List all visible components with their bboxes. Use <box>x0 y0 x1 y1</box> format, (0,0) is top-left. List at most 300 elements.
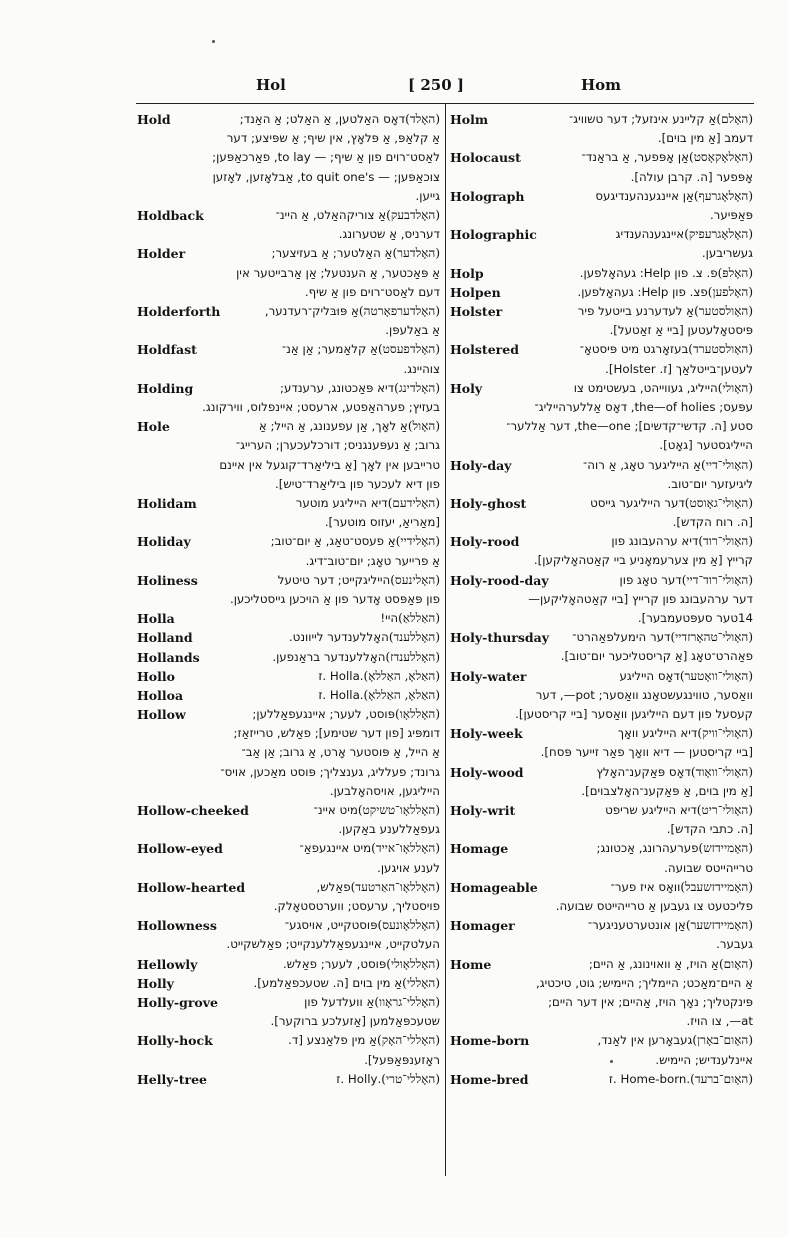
definition-line: פ. צ. פון Help: געהאָלפען. <box>579 265 718 280</box>
pronunciation: (האָולי־וואָוד) <box>690 764 753 779</box>
dictionary-entry <box>137 302 440 340</box>
headword: Holy-wood <box>450 764 524 780</box>
definition-line: .Holly .ז <box>336 1071 382 1086</box>
definition-line: פּינקטליך; נאָך הויז, אַהיים; אין דער היים; <box>548 995 753 1009</box>
dictionary-entry <box>137 974 440 993</box>
definition-line: גייען. <box>415 188 440 203</box>
entry-head-line <box>137 244 440 263</box>
pronunciation: (האָולי־רוד) <box>698 534 753 549</box>
headword: Holy-water <box>450 668 527 684</box>
entry-head-line <box>137 340 440 359</box>
headword: Homage <box>450 841 509 857</box>
right-column <box>450 110 753 1089</box>
pronunciation: (האָלידעם) <box>387 495 440 510</box>
pronunciation: (האָמיידזשעבל) <box>680 879 753 894</box>
definition-line: פאַהרט־טאָג [אַ קריסטליכער יום־טוב]. <box>560 649 753 664</box>
entry-head-line <box>450 1031 753 1050</box>
headword: Holm <box>450 112 489 127</box>
dictionary-entry <box>450 494 753 532</box>
definition-line: פּוסטקייט, אויסגע־ <box>284 918 378 933</box>
definition-line: הייליגען, אויסהאָלבען. <box>329 783 440 798</box>
definition-line: טרייבען אין לאָך [אַ ביליאַרד־קוגעל אין איינם <box>219 457 440 472</box>
dictionary-entry <box>137 686 440 705</box>
definition-line: הייליגקייט; דער טיטעל <box>277 572 391 587</box>
entry-head-line <box>137 609 440 628</box>
dictionary-entry <box>137 110 440 206</box>
entry-head-line <box>450 955 753 974</box>
definition-line: געפאַללענע באַקען. <box>338 822 440 837</box>
definition-line: אַ לעדערנע בייטעל פיר <box>577 303 695 318</box>
definition-line: דיא ערהעבונג פון <box>611 534 699 549</box>
entry-head-line <box>137 648 440 667</box>
headword: Hollow-hearted <box>137 879 246 895</box>
pronunciation: (האָללאָו־טשיקט) <box>357 803 440 818</box>
pronunciation: (האָלידיי) <box>395 534 440 549</box>
pronunciation: (האָולי־רוד־דיי) <box>681 572 753 587</box>
pronunciation: (האָלדער) <box>392 246 440 261</box>
dictionary-entry <box>450 187 753 225</box>
pronunciation: (האָלפען) <box>707 284 753 299</box>
definition-line: דיא פּאַכטונג, ערענדע; <box>280 380 395 395</box>
pronunciation: (האָללי־גראָוו) <box>374 995 440 1009</box>
dictionary-entry <box>137 993 440 1031</box>
pronunciation: (האָלינעס) <box>390 572 440 587</box>
dictionary-entry <box>450 1070 753 1089</box>
pronunciation: (האָמיידזשער) <box>685 918 753 933</box>
entry-head-line <box>450 302 753 321</box>
headword: Hole <box>137 419 170 435</box>
definition-line: אַ פרייער טאָג; יום־טוב־דיג. <box>305 553 440 568</box>
definition-line: צוהיינג. <box>403 361 440 376</box>
definition-line: היי! <box>380 611 399 626</box>
entry-head-line <box>450 801 753 820</box>
headword: Holiness <box>137 572 198 588</box>
pronunciation: (האָללי) <box>402 975 440 990</box>
dictionary-entry <box>137 916 440 954</box>
headword: Helly-tree <box>137 1071 207 1087</box>
definition-line: פון פּאַפּסט אָדער פון אַ הויכען גייסטליכען. <box>229 591 440 606</box>
headword: Hollowness <box>137 918 217 934</box>
dictionary-entry <box>137 955 440 974</box>
pronunciation: (האָום־ברעד) <box>690 1071 753 1086</box>
entry-head-line <box>137 1070 440 1089</box>
headword: Holla <box>137 611 175 627</box>
dictionary-entry <box>137 206 440 244</box>
dictionary-entry <box>450 571 753 629</box>
headword: Holdback <box>137 208 204 223</box>
definition-line: [ה. כתבי הקדש]. <box>666 822 753 837</box>
dictionary-entry <box>450 148 753 186</box>
entry-head-line <box>450 571 753 590</box>
headword: Holy-rood-day <box>450 572 549 588</box>
pronunciation: (האָללענד) <box>388 630 440 645</box>
dictionary-entry <box>450 724 753 762</box>
headword: Holy <box>450 380 483 396</box>
entry-head-line <box>137 993 440 1012</box>
entry-head-line <box>137 916 440 935</box>
pronunciation: (האָללאָו־האַרטעד) <box>350 879 440 894</box>
pronunciation: (האָלפּ) <box>717 265 753 280</box>
headword: Holy-thursday <box>450 630 550 646</box>
headword: Holp <box>450 265 484 281</box>
definition-line: איינלענדיש; היימיש. <box>655 1052 753 1067</box>
pronunciation: (האָללי־טרי) <box>381 1071 440 1086</box>
pronunciation: (האַלאָ, האַללאָ) <box>363 687 440 702</box>
headword: Holder <box>137 246 186 262</box>
pronunciation: (האָלדבעק) <box>386 208 440 222</box>
pronunciation: (האָלד) <box>405 112 440 126</box>
pronunciation: (האָום־באָרן) <box>692 1033 753 1048</box>
definition-line: פּאַפּיער. <box>709 207 753 222</box>
definition-line: אַ באַלעפּן. <box>385 323 440 338</box>
definition-line: קרייץ [אַ מין צערעמאָניע ביי קאַטהאָליקען]. <box>533 553 753 568</box>
entry-head-line <box>450 110 753 129</box>
dictionary-entry <box>450 667 753 725</box>
headword: Holographic <box>450 227 537 243</box>
headword: Holdfast <box>137 342 197 358</box>
headword: Holidam <box>137 495 197 511</box>
pronunciation: (האָללאָולי) <box>386 956 440 971</box>
definition-line: געבער. <box>716 937 753 952</box>
dictionary-entry <box>137 628 440 647</box>
definition-line: דאָס האַלטען, אַ האַלט; אַ האַנד; <box>239 112 406 126</box>
pronunciation: (האָללאָו) <box>395 707 440 722</box>
definition-line: אַ פּוּבּליק־רעדנער, <box>264 303 359 318</box>
definition-line: הייליגסטער [גאָט]. <box>659 438 753 453</box>
headword: Hold <box>137 112 171 127</box>
pronunciation: (האָולי) <box>717 380 753 395</box>
definition-line: דער הימעלפאַהרט־ <box>572 630 671 645</box>
definition-line: אַ מין בוים [ה. שטעכפאַלמע]. <box>253 975 403 990</box>
definition-line: דיא הייליגע שריפט <box>605 803 697 818</box>
definition-line: פּוסט, לעער; פאַלש. <box>282 956 387 971</box>
pronunciation: (האָול) <box>407 419 440 434</box>
definition-line: אַ קלאַמער; אַן אַנ־ <box>281 342 378 357</box>
headword: Holograph <box>450 188 525 204</box>
entry-head-line <box>450 379 753 398</box>
definition-line: אַ קליינע אינזעל; דער טשוויג־ <box>568 112 717 126</box>
entry-head-line <box>137 839 440 858</box>
dictionary-entry <box>450 225 753 263</box>
entry-head-line <box>137 628 440 647</box>
headword: Home <box>450 956 492 972</box>
pronunciation: (האָום) <box>718 956 753 971</box>
pronunciation: (האַלאָ, האַללאָ) <box>363 668 440 683</box>
entry-head-line <box>450 283 753 302</box>
definition-line: אַ היים־מאַכט; היימליך; היימיש; גוט, טיכטיג, <box>536 975 753 990</box>
column-divider <box>445 104 446 1176</box>
definition-line: דומפּיג [פון דער שטימע]; פאַלש, טרייזאַז; <box>233 726 440 741</box>
pronunciation: (האַללאַ) <box>398 611 440 626</box>
definition-line: אָפּפער [ה. קרבן עולה]. <box>630 169 753 184</box>
dictionary-entry <box>137 417 440 494</box>
definition-line: דעם לאַסט־רוים פון אַ שיף. <box>304 284 440 299</box>
definition-line: דער הייליגער גייסט <box>590 495 685 510</box>
dictionary-entry <box>450 878 753 916</box>
pronunciation: (האָולי־גאָוסט) <box>684 495 753 510</box>
header-left-guideword: Hol <box>256 76 286 94</box>
definition-line: ראָזענפּאַפּעל]. <box>364 1052 440 1067</box>
entry-head-line <box>450 628 753 647</box>
entry-head-line <box>450 839 753 858</box>
pronunciation: (האָלם) <box>716 112 753 126</box>
entry-head-line <box>137 206 440 225</box>
headword: Holy-week <box>450 726 523 742</box>
dictionary-entry <box>137 839 440 877</box>
entry-head-line <box>137 686 440 705</box>
left-column <box>137 110 440 1089</box>
page-header <box>138 74 750 100</box>
dictionary-entry <box>450 1031 753 1069</box>
definition-line: עפּעס; the—of holies, דאָס אַללערהייליג־ <box>534 399 753 414</box>
entry-head-line <box>137 417 440 436</box>
headword: Homageable <box>450 879 538 895</box>
definition-line: [אַ מין בוים, אַ פּאַקענ־האָלצבוים]. <box>581 783 753 798</box>
dictionary-entry <box>450 916 753 954</box>
definition-line: גרוב; אַ נעפּענגניס; דורכלעכערן; הערייג־ <box>235 438 440 453</box>
headword: Holly <box>137 975 174 991</box>
dictionary-entry <box>450 955 753 1032</box>
pronunciation: (האָולי־וויק) <box>697 726 753 741</box>
entry-head-line <box>450 878 753 897</box>
headword: Holster <box>450 303 503 319</box>
definition-line: אַ לאָך, אַן עפענונג, אַ הייל; אַ <box>258 419 408 434</box>
headword: Holpen <box>450 284 501 300</box>
pronunciation: (האָלדערפאָרטה) <box>358 303 440 318</box>
pronunciation: (האָולסטער) <box>694 303 753 318</box>
dictionary-entry <box>137 379 440 417</box>
definition-line: אַ צוריקהאַלט, אַ היינ־ <box>275 208 387 222</box>
definition-line: at—, צו הויז. <box>686 1014 753 1029</box>
headword: Hollow <box>137 707 186 723</box>
entry-head-line <box>137 667 440 686</box>
definition-line: וואָס איז פער־ <box>610 879 681 894</box>
pronunciation: (האָלדפעסט) <box>377 342 440 357</box>
dictionary-entry <box>450 264 753 283</box>
definition-line: דעמב [אַ מין בוים]. <box>657 131 753 146</box>
definition-line: אַן אונטערטעניגער־ <box>587 918 686 933</box>
pronunciation: (האָללאָונעס) <box>377 918 440 933</box>
definition-line: פאַלש, <box>316 879 351 894</box>
dictionary-entry <box>137 1070 440 1089</box>
dictionary-entry <box>137 340 440 378</box>
headword: Hollands <box>137 649 200 665</box>
headword: Holloa <box>137 687 184 703</box>
headword: Hellowly <box>137 956 198 972</box>
headword: Home-bred <box>450 1071 529 1087</box>
pronunciation: (האָולי־דיי) <box>701 457 753 472</box>
definition-line: אַן אָפּפער, אַ בראַנד־ <box>581 150 689 165</box>
pronunciation: (האָללאָו־אייד) <box>371 841 440 856</box>
definition-line: פּיסטאָלעטען [ביי אַ זאַטעל]. <box>609 323 753 338</box>
definition-line: .Holla .ז <box>318 668 364 683</box>
entry-head-line <box>450 187 753 206</box>
dictionary-entry <box>137 878 440 916</box>
definition-line: מיט איינגעפאַ־ <box>299 841 372 856</box>
entry-head-line <box>450 763 753 782</box>
entry-head-line <box>137 1031 440 1050</box>
dictionary-entry <box>137 705 440 801</box>
entry-head-line <box>137 494 440 513</box>
dictionary-entry <box>450 532 753 570</box>
definition-line: מיט איינ־ <box>313 803 358 818</box>
definition-line: ליגיעזער יום־טוב. <box>667 476 753 491</box>
entry-head-line <box>137 878 440 897</box>
header-right-guideword: Hom <box>581 76 622 94</box>
pronunciation: (האָולי־וואָטער) <box>679 668 753 683</box>
pronunciation: (האָולי־טהאָרזדיי) <box>670 630 753 645</box>
definition-line: דער ערהעבונג פון קרייץ [ביי קאַטהאָליקען— <box>528 591 753 606</box>
dictionary-entry <box>137 244 440 302</box>
entry-head-line <box>450 667 753 686</box>
definition-line: פויסטליך, ערעסט; ווערטסטאָלק. <box>273 899 440 914</box>
definition-line: וואַסער, טווינגעשטאָנג וואַסער; pot—, דער <box>535 687 753 702</box>
definition-line: פצ. פון Help: געהאָלפען. <box>577 284 708 299</box>
pronunciation: (האָולסטערד) <box>688 342 753 357</box>
headword: Holy-rood <box>450 534 520 550</box>
dictionary-entry <box>450 801 753 839</box>
entry-head-line <box>137 974 440 993</box>
definition-line: .Holla .ז <box>318 687 364 702</box>
dictionary-entry <box>450 340 753 378</box>
headword: Holderforth <box>137 303 221 319</box>
definition-line: אַן איינגענהענדיגעס <box>595 188 694 203</box>
page-number: [ 250 ] <box>408 76 464 94</box>
entry-head-line <box>450 532 753 551</box>
dictionary-entry <box>450 763 753 801</box>
definition-line: האָללענדער לייוונט. <box>288 630 389 645</box>
dictionary-entry <box>137 609 440 628</box>
dictionary-entry <box>450 628 753 666</box>
definition-line: [ביי קריסטען — דיא וואָך פאַר זייער פּסח]. <box>540 745 753 760</box>
dictionary-entry <box>137 1031 440 1069</box>
definition-line: בעזאָרגט מיט פּיסטאָ־ <box>579 342 689 357</box>
pronunciation: (האָלאָגרעפיק) <box>684 227 753 242</box>
definition-line: פליכטעט צו געבען אַ טרייהייטס שבועה. <box>555 899 753 914</box>
definition-line: דער טאָג פון <box>619 572 682 587</box>
definition-line: אַ פּאַכטער, אַ הענטעל; אַן אַרבייטער אין <box>236 265 440 280</box>
headword: Hollow-eyed <box>137 841 223 857</box>
definition-line: אַ מין פלאַנצע [ד. <box>288 1033 378 1048</box>
pronunciation: (האָלאָקאָסט) <box>689 150 753 165</box>
definition-line: לענע אויגען. <box>377 860 440 875</box>
definition-line: פון דיא לעכער פון ביליאַרד־טיש]. <box>275 476 440 491</box>
definition-line: הייליג, געווייהט, בעשטימט צו <box>573 380 718 395</box>
dictionary-entry <box>137 571 440 609</box>
dictionary-entry <box>450 110 753 148</box>
entry-head-line <box>450 148 753 167</box>
definition-line: טרייהייטס שבועה. <box>664 860 753 875</box>
entry-head-line <box>450 264 753 283</box>
headword: Holiday <box>137 534 191 550</box>
headword: Holy-writ <box>450 803 516 819</box>
definition-line: לעטען־בייטלאַך [ז. Holster]. <box>605 361 753 376</box>
entry-head-line <box>450 1070 753 1089</box>
entry-head-line <box>137 302 440 321</box>
definition-line: אַ קלאַפּ, אַ פּלאָץ, אין שיף; אַ שפּיצע; דער <box>226 131 440 146</box>
headword: Holocaust <box>450 150 521 166</box>
definition-line: העלטקייט, איינגעפאַללענקייט; פאַלשקייט. <box>226 937 440 952</box>
definition-line: אַ הייל, אַ פּוסטער אָרט, אַ גרוב; אַן אַב־ <box>241 745 440 760</box>
definition-line: אַ האַלטער; אַ בעזיצער; <box>271 246 393 261</box>
pronunciation: (האָללי־האָק) <box>377 1033 440 1048</box>
headword: Hollo <box>137 668 175 684</box>
definition-line: לאַסט־רוים פון אַ שיף; — to lay, פאַרכאַפּען; <box>212 150 440 165</box>
pronunciation: (האָמיידזש) <box>698 841 753 856</box>
definition-line: האָללענדער בראַנפען. <box>272 649 386 664</box>
definition-line: אַ וועלדעל פון <box>304 995 375 1009</box>
entry-head-line <box>450 724 753 743</box>
entry-head-line <box>450 456 753 475</box>
definition-line: איינגענהענדיג <box>615 227 685 242</box>
entry-head-line <box>450 225 753 244</box>
dictionary-entry <box>450 839 753 877</box>
definition-line: אַ הויז, אַ וואוינונג, אַ היים; <box>588 956 719 971</box>
dictionary-entry <box>450 379 753 456</box>
definition-line: סטע [ה. קדשי־קדשים]; the—one, דער אַללער־ <box>506 419 753 434</box>
dictionary-entry <box>137 648 440 667</box>
definition-line: צוכאַפּען; — to quit one's, אַבלאָזען, לאָזען <box>212 169 440 184</box>
definition-line: דיא הייליגע מוטער <box>295 495 388 510</box>
definition-line: גרונד; פעלליג, גענצליך; פּוסט מאַכען, אויס־ <box>220 764 440 779</box>
pronunciation: (האָולי־ריט) <box>696 803 753 818</box>
scan-speck <box>610 1060 613 1063</box>
headword: Holy-ghost <box>450 495 527 511</box>
definition-line: [מאַריאַ, יעזוס מוטער]. <box>324 515 440 530</box>
entry-head-line <box>137 379 440 398</box>
headword: Homager <box>450 918 515 934</box>
definition-line: בעזיץ; פערהאַפטע, ארעסט; איינפלוס, ווירקונג. <box>202 399 440 414</box>
definition-line: דערניס, אַ שטערונג. <box>338 227 440 242</box>
definition-line: 14טער סעפּטעמבער]. <box>637 611 753 626</box>
headword: Holstered <box>450 342 519 358</box>
dictionary-entry <box>450 283 753 302</box>
headword: Hollow-cheeked <box>137 803 249 819</box>
entry-head-line <box>450 916 753 935</box>
definition-line: פערעהרונג, אַכטונג; <box>596 841 699 856</box>
dictionary-entry <box>137 532 440 570</box>
entry-head-line <box>137 955 440 974</box>
entry-head-line <box>137 705 440 724</box>
definition-line: .Home-born .ז <box>608 1071 691 1086</box>
entry-head-line <box>450 494 753 513</box>
definition-line: אַ פעסט־טאַג, אַ יום־טוב; <box>270 534 396 549</box>
definition-line: געבאָרען אין לאַנד, <box>597 1033 693 1048</box>
scan-speck <box>212 40 215 43</box>
dictionary-entry <box>137 494 440 532</box>
entry-head-line <box>450 340 753 359</box>
headword: Holy-day <box>450 457 512 473</box>
headword: Holly-hock <box>137 1033 213 1049</box>
headword: Home-born <box>450 1033 530 1049</box>
definition-line: אַ הייליגער טאָג, אַ רוה־ <box>583 457 702 472</box>
definition-line: דאָס פּאַקענ־האָלץ <box>596 764 691 779</box>
definition-line: [ה. רוח הקדש]. <box>672 515 753 530</box>
definition-line: געשריבען. <box>701 246 753 261</box>
entry-head-line <box>137 532 440 551</box>
dictionary-entry <box>137 667 440 686</box>
entry-head-line <box>137 571 440 590</box>
definition-line: פּוסט, לעער; איינגעפאַללען; <box>252 707 396 722</box>
headword: Holly-grove <box>137 995 218 1010</box>
headword: Holland <box>137 630 193 646</box>
dictionary-entry <box>450 456 753 494</box>
dictionary-entry <box>137 801 440 839</box>
dictionary-entry <box>450 302 753 340</box>
entry-head-line <box>137 110 440 129</box>
pronunciation: (האָללענדז) <box>385 649 440 664</box>
entry-head-line <box>137 801 440 820</box>
